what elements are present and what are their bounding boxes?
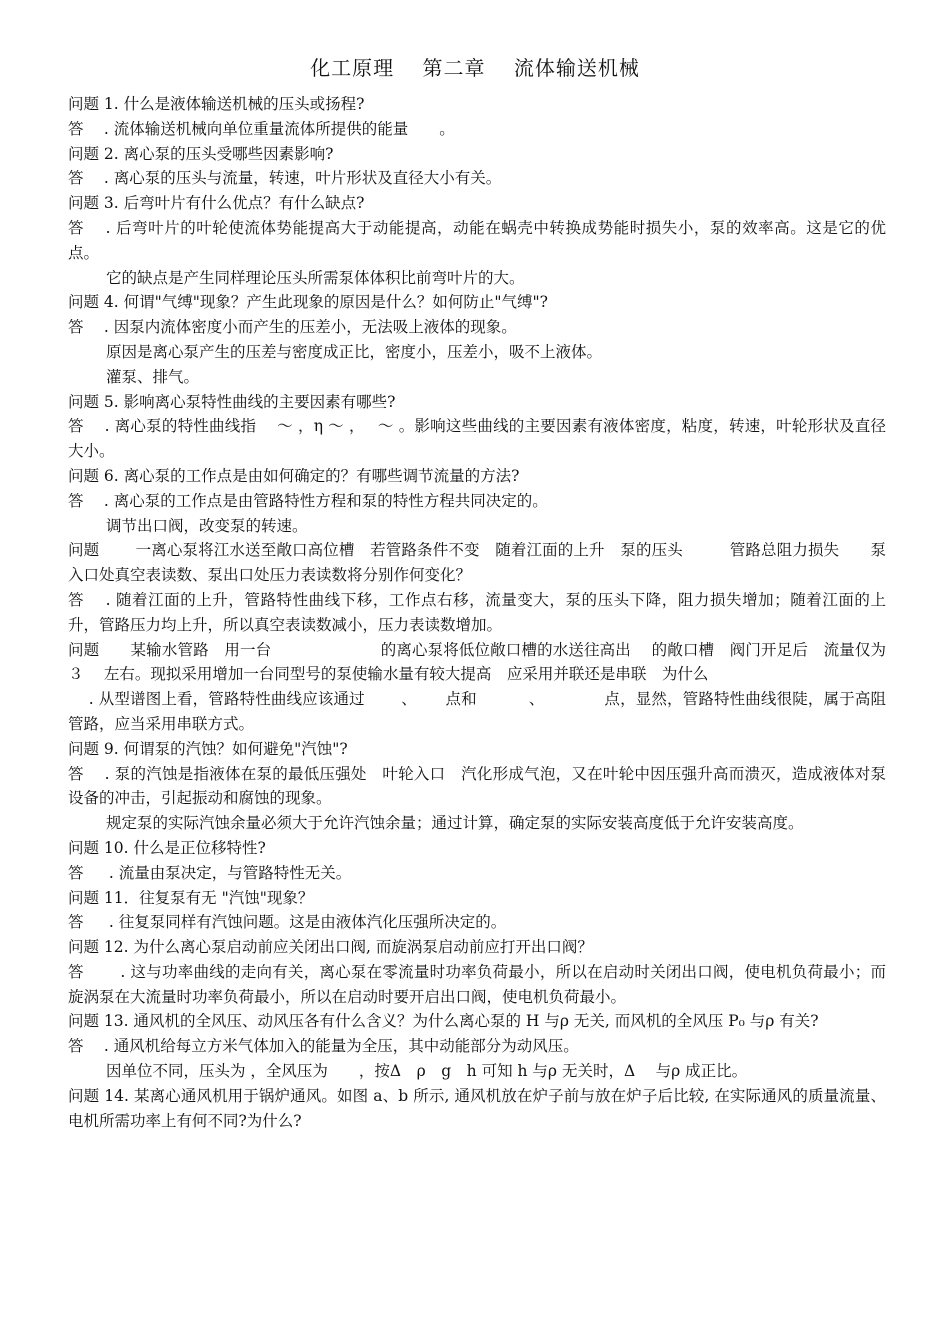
question-13: 问题 13. 通风机的全风压、动风压各有什么含义？为什么离心泵的 H 与ρ 无关, 而风机的全风压 P₀ 与ρ 有关?: [68, 1012, 819, 1031]
answer-8: . 从型谱图上看，管路特性曲线应该通过 、 点和 、 点，显然，管路特性曲线很陡，属于高阻管路，应当采用串联方式。: [68, 690, 886, 733]
answer-2: 答 . 离心泵的压头与流量，转速，叶片形状及直径大小有关。: [68, 169, 502, 188]
question-12: 问题 12. 为什么离心泵启动前应关闭出口阀, 而旋涡泵启动前应打开出口阀？: [68, 938, 593, 957]
answer-6-cont: 调节出口阀，改变泵的转速。: [106, 516, 308, 535]
answer-13-cont: 因单位不同，压头为 ，全风压为 ，按Δ ρ g h 可知 h 与ρ 无关时，Δ 与ρ 成正比。: [106, 1062, 748, 1081]
answer-4-cont-2: 灌泵、排气。: [106, 367, 200, 386]
question-14: 问题 14. 某离心通风机用于锅炉通风。如图 a、b 所示, 通风机放在炉子前与放在炉子后比较, 在实际通风的质量流量、电机所需功率上有何不同?为什么?: [68, 1086, 886, 1130]
answer-13: 答 . 通风机给每立方米气体加入的能量为全压，其中动能部分为动风压。: [68, 1037, 579, 1056]
answer-5: 答 . 离心泵的特性曲线指 ～ ，η ～ ， ～ 。影响这些曲线的主要因素有液体密度，粘度，转速，叶轮形状及直径大小。: [68, 417, 886, 461]
answer-7: 答 . 随着江面的上升，管路特性曲线下移，工作点右移，流量变大，泵的压头下降，阻力损失增加；随着江面的上升，管路压力均上升，所以真空表读数减小，压力表读数增加。: [68, 590, 886, 634]
answer-9-cont: 规定泵的实际汽蚀余量必须大于允许汽蚀余量；通过计算，确定泵的实际安装高度低于允许安装高度。: [106, 814, 804, 833]
page-title: 化工原理 第二章 流体输送机械: [310, 56, 640, 80]
answer-3: 答 . 后弯叶片的叶轮使流体势能提高大于动能提高，动能在蜗壳中转换成势能时损失小，泵的效率高。这是它的优点。: [68, 218, 886, 262]
question-1: 问题 1. 什么是液体输送机械的压头或扬程?: [68, 95, 365, 113]
answer-6: 答 . 离心泵的工作点是由管路特性方程和泵的特性方程共同决定的。: [68, 491, 548, 510]
answer-10: 答 . 流量由泵决定，与管路特性无关。: [68, 863, 352, 882]
question-5: 问题 5. 影响离心泵特性曲线的主要因素有哪些?: [68, 392, 396, 411]
answer-9: 答 . 泵的汽蚀是指液体在泵的最低压强处 叶轮入口 汽化形成气泡，又在叶轮中因压强升高而溃灭，造成液体对泵设备的冲击，引起振动和腐蚀的现象。: [68, 764, 886, 808]
question-7: 问题 一离心泵将江水送至敞口高位槽 若管路条件不变 随着江面的上升 泵的压头 管路总阻力损失 泵入口处真空表读数、泵出口处压力表读数将分别作何变化？: [68, 541, 886, 585]
question-11: 问题 11．往复泵有无 "汽蚀"现象？: [68, 888, 314, 907]
question-3: 问题 3. 后弯叶片有什么优点？有什么缺点?: [68, 194, 365, 213]
question-2: 问题 2. 离心泵的压头受哪些因素影响?: [68, 144, 334, 163]
answer-1: 答 . 流体输送机械向单位重量流体所提供的能量 。: [68, 119, 455, 138]
question-6: 问题 6. 离心泵的工作点是由如何确定的？有哪些调节流量的方法?: [68, 466, 520, 485]
answer-3-cont: 它的缺点是产生同样理论压头所需泵体体积比前弯叶片的大。: [106, 268, 525, 287]
document-body: [68, 92, 907, 1133]
question-8: 问题 某输水管路 用一台 的离心泵将低位敞口槽的水送往高出 的敞口槽 阀门开足后 流量仅为 ３ 左右。现拟采用增加一台同型号的泵使输水量有较大提高 应采用并联还是串联 为什么: [68, 640, 907, 684]
answer-4: 答 . 因泵内流体密度小而产生的压差小，无法吸上液体的现象。: [68, 318, 517, 337]
answer-4-cont-1: 原因是离心泵产生的压差与密度成正比，密度小，压差小，吸不上液体。: [106, 342, 603, 361]
answer-11: 答 . 往复泵同样有汽蚀问题。这是由液体汽化压强所决定的。: [68, 913, 507, 932]
answer-12: 答 . 这与功率曲线的走向有关，离心泵在零流量时功率负荷最小，所以在启动时关闭出口阀，使电机负荷最小；而旋涡泵在大流量时功率负荷最小，所以在启动时要开启出口阀，使电机负荷最小。: [68, 962, 886, 1006]
question-4: 问题 4. 何谓"气缚"现象？产生此现象的原因是什么？如何防止"气缚"?: [68, 293, 548, 312]
question-9: 问题 9. 何谓泵的汽蚀？如何避免"汽蚀"?: [68, 739, 348, 758]
question-10: 问题 10. 什么是正位移特性?: [68, 838, 266, 857]
